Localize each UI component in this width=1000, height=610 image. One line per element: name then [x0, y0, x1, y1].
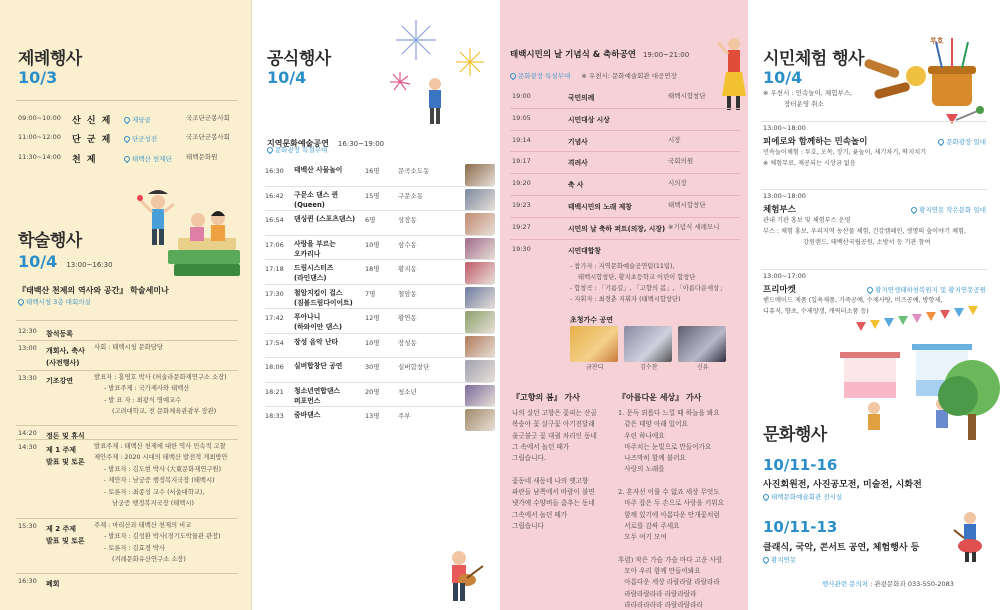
program-row-time: 19:30: [512, 244, 531, 253]
performance-row-name: 장성 음악 난타: [294, 337, 339, 346]
academic-row-name: 참석등록: [46, 330, 74, 338]
culture-event-1: 사진회원전, 사진공모전, 미술전, 시화전: [763, 480, 922, 490]
official-title: 공식행사: [267, 49, 331, 69]
academic-row-name: 제 2 주제 발표 및 토론: [46, 525, 85, 545]
seminar-title: 『태백산 천제의 역사와 공간』 학술세미나: [18, 286, 169, 295]
performance-row-name: 댄싱퀸 (스포츠댄스): [294, 215, 356, 223]
location-pin-icon: [910, 206, 918, 214]
academic-row-detail: - 발표주제 : 국가제사와 태백산: [104, 385, 190, 393]
song1-lyrics: 나의 살던 고향은 꽃피는 산골 복숭아 꽃 살구꽃 아기진달래 울긋불긋 꽃 대궐 차리인 동네 그 속에서 놀던 때가 그립습니다. 꽃동네 새동네 나의 옛고향 파란들 남쪽에서 바람이 불면 냇가에 수양버들 춤추는 동네 그속에서 놀던 때가 그립습니다: [512, 409, 597, 530]
singer-name-3: 신유: [697, 364, 709, 371]
performance-row-time: 18:21: [265, 387, 284, 396]
song2-title: 『아름다운 세상』 가사: [618, 393, 702, 402]
experience-item-divider: [761, 121, 987, 122]
experience-item-name: 체험부스: [763, 205, 796, 215]
ceremony-row-place: 단군성전: [124, 134, 157, 143]
location-pin-icon: [123, 135, 131, 143]
experience-item-divider: [761, 269, 987, 270]
academic-row-name: 제 1 주제 발표 및 토론: [46, 446, 85, 466]
ceremony-row-name: 산 신 제: [72, 116, 111, 126]
academic-row-detail: 남궁증 행정복지국장 (태백시): [112, 500, 194, 507]
program-row-time: 19:20: [512, 179, 531, 188]
drummer-illustration: [948, 508, 992, 564]
program-row-name: 기념사: [568, 137, 588, 146]
program-row-time: 19:27: [512, 222, 531, 231]
performance-row-count: 12명: [365, 314, 380, 322]
performance-row-time: 16:42: [265, 191, 284, 200]
program-row-divider: [510, 217, 740, 218]
academic-row-divider: [16, 518, 238, 519]
panel-citizen-day: [500, 0, 748, 610]
experience-item-place: 황지연생태하천복원지 및 황지연못공원: [867, 285, 986, 294]
singer-photo-2: [624, 326, 672, 362]
academic-date: 10/4: [18, 252, 58, 271]
tuho-sign: 투호: [930, 37, 944, 45]
experience-item-detail: ※ 체험무료, 제공되는 시상금 없음: [763, 160, 856, 167]
ceremony-date: 10/3: [18, 68, 58, 87]
performance-photo: [465, 189, 495, 211]
culture-date-1: 10/11-16: [763, 456, 838, 474]
culture-date-2: 10/11-13: [763, 518, 838, 536]
academic-row-detail: - 발표자 : 김성환 박사(경기도박물관 관장): [104, 533, 221, 541]
program-row-name: 국민의례: [568, 94, 595, 102]
performance-row-count: 6명: [365, 216, 376, 224]
performance-row-group: 상장동: [398, 216, 417, 224]
program-row-divider: [510, 195, 740, 196]
program-row-name: 격려사: [568, 159, 588, 168]
academic-row-time: 13:30: [18, 374, 37, 382]
academic-row-time: 14:20: [18, 429, 37, 437]
academic-row-detail: - 토론자 : 김효경 박사: [104, 544, 166, 552]
performance-row-divider: [265, 284, 493, 285]
performance-row-count: 16명: [365, 167, 380, 175]
performance-photo: [465, 385, 495, 407]
performance-row-count: 30명: [365, 363, 380, 371]
experience-item-name: 피에로와 함께하는 민속놀이: [763, 137, 868, 147]
program-row-time: 19:14: [512, 135, 531, 144]
performance-row-group: 구문소동: [398, 191, 424, 200]
performance-row-group: 철암동: [398, 289, 417, 298]
program-row-by: 국회의원: [668, 157, 694, 166]
location-pin-icon: [123, 116, 131, 124]
culture-place-2: 황지연못: [763, 555, 796, 564]
performance-row-name: 푸아나니 (하와이안 댄스): [294, 313, 342, 331]
performance-row-time: 16:30: [265, 167, 284, 175]
academic-row-divider: [16, 439, 238, 440]
experience-rain-note-1: ※ 우천시 : 민속놀이, 체험부스,: [763, 89, 853, 97]
program-row-by: 시장: [668, 135, 681, 144]
performance-row-count: 10명: [365, 240, 380, 249]
ceremony-row-place: 태백산 천제단: [124, 154, 172, 163]
experience-item-time: 13:00~17:00: [763, 272, 806, 280]
academic-row-detail: 발표주제 : 태백산 천제에 대한 역사 민속적 고찰: [94, 443, 226, 450]
academic-row-detail: 제안주제 : 2020 시대의 태백산 발전적 개최방안: [94, 454, 228, 462]
experience-item-detail: 민속놀이체험 : 투호, 오목, 장기, 윷놀이, 제기차기, 딱지치기: [763, 149, 927, 156]
experience-item-detail: 부스 : 체험 홍보, 우리지역 농산물 체험, 건강캠페인, 생명의 숲이야기 체험,: [763, 228, 966, 235]
ceremony-row-time: 11:00~12:00: [18, 133, 61, 141]
academic-row-detail: (고려대학교, 전 문화체육관광부 장관): [112, 408, 217, 416]
academic-row-name: 기조강연: [46, 377, 74, 385]
experience-item-divider: [761, 189, 987, 190]
performance-photo: [465, 164, 495, 186]
singers-title: 초청가수 공연: [570, 316, 614, 324]
performance-photo: [465, 409, 495, 431]
experience-item-name: 프리마켓: [763, 285, 796, 295]
academic-row-detail: (겨레문화유산연구소 소장): [112, 556, 186, 564]
academic-row-name: 폐회: [46, 580, 60, 588]
program-row-by: ※기념식 세레모니: [668, 222, 720, 231]
academic-row-divider: [16, 340, 238, 341]
academic-row-time: 16:30: [18, 577, 37, 585]
experience-item-detail: 디퓨저, 향초, 수제양갱, 캐릭터소품 등): [763, 308, 869, 315]
official-subtitle: 지역문화예술공연: [267, 139, 329, 148]
ceremony-row-place: 제당골: [124, 115, 151, 124]
location-pin-icon: [123, 155, 131, 163]
choir-line: - 참가자 : 지역문화예술공연팀(11팀),: [570, 263, 675, 270]
reading-kids-illustration: [118, 190, 248, 285]
ceremony-row-org: 태백문화원: [186, 153, 218, 161]
contact-info: 행사관련 문의처 : 관광문화과 033-550-2083: [822, 580, 954, 588]
performance-row-divider: [265, 259, 493, 260]
academic-row-divider: [16, 425, 238, 426]
culture-title: 문화행사: [763, 425, 827, 445]
culture-place-1: 태백문화예술회관 전시실: [763, 492, 842, 501]
performance-row-group: 주부: [398, 412, 411, 420]
performance-row-count: 13명: [365, 412, 380, 420]
program-row-time: 19:17: [512, 157, 531, 166]
academic-row-time: 12:30: [18, 327, 37, 335]
performance-row-group: 장성동: [398, 338, 417, 347]
academic-row-detail: - 발표자 : 김도현 박사 (大東문화재연구원): [104, 465, 222, 473]
performance-row-time: 17:54: [265, 338, 284, 347]
performance-photo: [465, 311, 495, 333]
program-row-time: 19:23: [512, 201, 531, 209]
performance-photo: [465, 360, 495, 382]
performance-row-name: 철암지킴이 걸스 (짐볼드림다이어트): [294, 288, 353, 307]
performance-row-divider: [265, 235, 493, 236]
experience-item-detail: 핸드메이드 제품 (입욕제품, 가죽공예, 수제사탕, 비즈공예, 방향제,: [763, 297, 943, 304]
academic-row-divider: [16, 370, 238, 371]
choir-line: - 합창곡 : 「기름길」, 「고향의 봄」, 「아름다운세상」: [570, 285, 726, 292]
performance-row-name: 줌바댄스: [294, 411, 321, 419]
performance-photo: [465, 336, 495, 358]
official-time: 16:30~19:00: [337, 140, 385, 148]
panel-official: [252, 0, 500, 610]
singer-name-1: 금잔디: [586, 364, 604, 371]
academic-row-detail: - 제안자 : 남궁증 행정복지국장 (태백시): [104, 477, 215, 485]
performance-row-divider: [265, 357, 493, 358]
singer-photo-3: [678, 326, 726, 362]
performance-photo: [465, 262, 495, 284]
performance-row-group: 문곡소도동: [398, 167, 430, 175]
program-row-by: 태백시합창단: [668, 201, 706, 209]
program-row-divider: [510, 173, 740, 174]
program-row-name: 시민대합창: [568, 246, 601, 255]
program-row-divider: [510, 108, 740, 109]
choir-line: - 지휘자 : 최경춘 지휘자 (태백시합창단): [570, 296, 681, 303]
official-place: 문화광장 특설무대: [267, 145, 327, 154]
performance-photo: [465, 287, 495, 309]
performance-row-name: 실버합창단 공연: [294, 362, 343, 370]
experience-item-place: 문화광장 일대: [938, 137, 986, 146]
choir-details: [570, 261, 726, 305]
program-row-name: 시민대상 시상: [568, 115, 610, 124]
experience-rain-note-2: 장터운영 취소: [784, 100, 824, 108]
ceremony-row-org: 국조단군봉사회: [186, 133, 230, 141]
performance-row-time: 17:42: [265, 314, 284, 322]
performance-row-group: 황연동: [398, 314, 417, 322]
location-pin-icon: [17, 298, 25, 306]
location-pin-icon: [762, 556, 770, 564]
academic-title: 학술행사: [18, 231, 82, 251]
program-row-name: 시민의 날 축하 퍼트(의장, 시장): [568, 224, 666, 233]
performance-row-divider: [265, 308, 493, 309]
singer-name-2: 김수찬: [640, 364, 658, 371]
program-row-name: 태백시민의 노래 제창: [568, 203, 632, 211]
location-pin-icon: [937, 138, 945, 146]
folk-games-illustration: [856, 34, 998, 144]
location-pin-icon: [762, 493, 770, 501]
performance-row-time: 17:30: [265, 289, 284, 298]
experience-item-detail: 강원랜드, 태백산국립공원, 소방서 등 기관 참여: [803, 239, 931, 246]
location-pin-icon: [509, 72, 517, 80]
performance-row-count: 10명: [365, 338, 380, 347]
program-row-name: 축 사: [568, 181, 584, 190]
ceremony-row-time: 09:00~10:00: [18, 114, 61, 122]
performance-row-divider: [265, 333, 493, 334]
seminar-place: 태백시청 3층 대회의실: [18, 297, 91, 306]
performance-row-name: 구문소 댄스 퀸 (Queen): [294, 190, 339, 209]
guitar-player-illustration: [437, 548, 487, 608]
academic-row-time: 14:30: [18, 443, 37, 451]
ceremony-row-name: 단 군 제: [72, 135, 111, 145]
performance-row-name: 청소년연합댄스 퍼포먼스: [294, 386, 340, 405]
program-row-time: 19:00: [512, 92, 531, 100]
ceremony-row-org: 국조단군봉사회: [186, 114, 230, 122]
official-date: 10/4: [267, 68, 307, 87]
performance-row-count: 15명: [365, 191, 380, 200]
program-row-divider: [510, 151, 740, 152]
ceremony-row-name: 천 제: [72, 155, 96, 165]
performance-row-time: 18:33: [265, 412, 284, 420]
location-pin-icon: [866, 286, 874, 294]
academic-row-detail: 주제 : 마리산과 태백산 천제의 비교: [94, 522, 192, 529]
academic-row-detail: 발표자 : 홍영호 박사 (허술라문화재연구소 소장): [94, 374, 227, 381]
performance-row-divider: [265, 186, 493, 187]
performance-row-group: 황지동: [398, 265, 417, 273]
performance-row-group: 삼수동: [398, 240, 417, 249]
performance-row-time: 17:06: [265, 240, 284, 249]
panel-experience-culture: [748, 0, 1000, 610]
performance-row-count: 7명: [365, 289, 376, 298]
performance-row-name: 사랑을 부르는 오카리나: [294, 239, 336, 258]
performance-row-name: 드림시스터즈 (라인댄스): [294, 264, 334, 282]
academic-row-detail: - 토론자 : 최종성 교수 (서울대학교),: [104, 488, 205, 496]
academic-row-time: 15:30: [18, 522, 37, 530]
experience-date: 10/4: [763, 68, 803, 87]
academic-time: 13:00~16:30: [66, 261, 113, 269]
singer-photo-1: [570, 326, 618, 362]
experience-item-place: 황지연못 작은문화 일대: [911, 205, 986, 214]
citizen-day-title-row: 태백시민의 날 기념식 & 축하공연 19:00~21:00: [510, 50, 690, 60]
academic-row-detail: - 발 표 자 : 최광식 명예교수: [104, 396, 182, 404]
performance-row-count: 18명: [365, 265, 380, 273]
song2-lyrics: 1. 문득 외롭다 느낄 때 하늘을 봐요 같은 태양 아래 있어요 우린 하나에요 마주치는 눈빛으로 만들어가요 나즈막히 함께 불러요 사랑의 노래를 2. 혼자선 이룰 수 없죠 세상 무엇도 마주 잡은 두 손으로 사랑을 키워요 함께 있기에 아름다운 안개꽃처럼 서로를 감싸 주세요 모두 여기 모여 후렴) 작은 가슴 가슴 마다 고운 사랑 모아 우리 함께 만들어봐요 아름다운 세상 라랄라랄 라랄라라 라랄라랄라라 라랄라랄라 라라라라라라 라랄라랄라라: [618, 409, 724, 610]
performance-row-count: 20명: [365, 387, 380, 396]
performance-row-divider: [265, 382, 493, 383]
fireworks-illustration: [380, 18, 498, 128]
experience-item-time: 13:00~18:00: [763, 124, 806, 132]
program-row-by: 시의장: [668, 179, 687, 188]
experience-title: 시민체험 행사: [763, 49, 864, 69]
program-row-time: 19:05: [512, 113, 531, 122]
panel-ceremony-academic: [0, 0, 252, 610]
location-pin-icon: [266, 146, 274, 154]
academic-row-divider: [16, 573, 238, 574]
song1-title: 『고향의 봄』 가사: [512, 393, 580, 402]
experience-item-time: 13:00~18:00: [763, 192, 806, 200]
academic-row-time: 13:00: [18, 344, 37, 352]
program-row-divider: [510, 130, 740, 131]
academic-row-name: 개회사, 축사 (사전행사): [46, 347, 85, 367]
program-row-by: 태백시합창단: [668, 92, 706, 100]
citizen-day-place: 문화광장 특설무대: [518, 72, 571, 80]
performance-row-name: 태백산 사물놀이: [294, 166, 343, 174]
academic-row-detail: 사회 : 태백시청 문화담당: [94, 344, 163, 351]
ceremony-title: 제례행사: [18, 49, 82, 69]
performance-row-time: 16:54: [265, 216, 284, 224]
experience-item-detail: 관내 기관 홍보 및 체험부스 운영: [763, 217, 851, 224]
academic-row-name: 정돈 및 휴식: [46, 432, 85, 440]
choir-line: 태백시합창단, 황지초등학교 어린이 합창단: [578, 274, 696, 281]
performance-row-time: 18:06: [265, 363, 284, 371]
ceremony-row-time: 11:30~14:00: [18, 153, 61, 161]
performance-photo: [465, 213, 495, 235]
performance-row-divider: [265, 210, 493, 211]
performance-row-group: 실버합창단: [398, 363, 430, 371]
program-row-divider: [510, 239, 740, 240]
culture-event-2: 클래식, 국악, 콘서트 공연, 체험행사 등: [763, 543, 920, 553]
performance-row-divider: [265, 406, 493, 407]
performance-row-group: 청소년: [398, 387, 417, 396]
performance-photo: [465, 238, 495, 260]
market-stalls-illustration: [816, 322, 1000, 442]
performance-row-time: 17:18: [265, 265, 284, 273]
citizen-day-rain-note: ※ 우천시: 문화예술회관 대공연장: [581, 72, 677, 80]
